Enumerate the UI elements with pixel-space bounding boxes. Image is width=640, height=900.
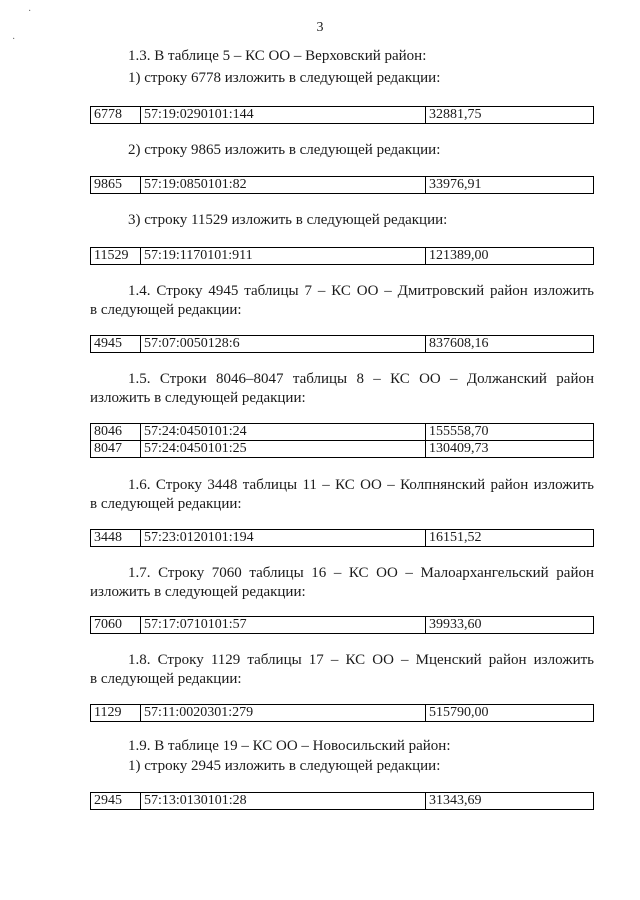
cadastral-number-cell: 57:19:1170101:911 (141, 248, 426, 265)
section-1-5-heading: 1.5. Строки 8046–8047 таблицы 8 – КС ОО – Должанский район (128, 371, 594, 387)
cadastral-number-cell: 57:24:0450101:25 (141, 441, 426, 458)
cadastral-number-cell: 57:07:0050128:6 (141, 336, 426, 353)
value-cell: 16151,52 (426, 530, 594, 547)
value-cell: 121389,00 (426, 248, 594, 265)
section-1-3-sub-2: 2) строку 9865 изложить в следующей редакции: (128, 142, 441, 158)
section-1-4-heading-cont: в следующей редакции: (90, 302, 242, 318)
table-row (91, 177, 594, 194)
value-cell: 33976,91 (426, 177, 594, 194)
table-row (91, 441, 594, 458)
table-row (91, 793, 594, 810)
table-row (91, 248, 594, 265)
section-1-8-heading-cont: в следующей редакции: (90, 671, 242, 687)
section-1-7-heading-cont: изложить в следующей редакции: (90, 584, 306, 600)
value-cell: 515790,00 (426, 705, 594, 722)
cadastral-number-cell: 57:23:0120101:194 (141, 530, 426, 547)
cadastral-number-cell: 57:24:0450101:24 (141, 424, 426, 441)
row-number-cell: 2945 (91, 793, 141, 810)
row-number-cell: 6778 (91, 107, 141, 124)
row-number-cell: 9865 (91, 177, 141, 194)
cadastral-number-cell: 57:19:0850101:82 (141, 177, 426, 194)
table-row (91, 424, 594, 441)
row-number-cell: 4945 (91, 336, 141, 353)
cadastral-number-cell: 57:17:0710101:57 (141, 617, 426, 634)
table-row (91, 617, 594, 634)
record-table (90, 616, 594, 634)
section-1-3-sub-3: 3) строку 11529 изложить в следующей редакции: (128, 212, 448, 228)
table-row (91, 705, 594, 722)
row-number-cell: 8047 (91, 441, 141, 458)
record-table (90, 335, 594, 353)
row-number-cell: 1129 (91, 705, 141, 722)
record-table (90, 247, 594, 265)
table-row (91, 107, 594, 124)
section-1-8-heading: 1.8. Строку 1129 таблицы 17 – КС ОО – Мценский район изложить (128, 652, 594, 668)
section-1-5-heading-cont: изложить в следующей редакции: (90, 390, 306, 406)
scan-speck: · (28, 6, 32, 17)
record-table (90, 106, 594, 124)
cadastral-number-cell: 57:11:0020301:279 (141, 705, 426, 722)
value-cell: 32881,75 (426, 107, 594, 124)
page-number: 3 (316, 20, 324, 35)
section-1-4-heading: 1.4. Строку 4945 таблицы 7 – КС ОО – Дмитровский район изложить (128, 283, 594, 299)
value-cell: 31343,69 (426, 793, 594, 810)
value-cell: 837608,16 (426, 336, 594, 353)
record-table (90, 423, 594, 458)
section-1-6-heading-cont: в следующей редакции: (90, 496, 242, 512)
row-number-cell: 7060 (91, 617, 141, 634)
cadastral-number-cell: 57:19:0290101:144 (141, 107, 426, 124)
row-number-cell: 3448 (91, 530, 141, 547)
value-cell: 39933,60 (426, 617, 594, 634)
section-1-7-heading: 1.7. Строку 7060 таблицы 16 – КС ОО – Малоархангельский район (128, 565, 594, 581)
section-1-9-sub-1: 1) строку 2945 изложить в следующей редакции: (128, 758, 441, 774)
record-table (90, 792, 594, 810)
record-table (90, 176, 594, 194)
section-1-3-sub-1: 1) строку 6778 изложить в следующей редакции: (128, 70, 441, 86)
row-number-cell: 11529 (91, 248, 141, 265)
section-1-3-heading: 1.3. В таблице 5 – КС ОО – Верховский район: (128, 48, 427, 64)
cadastral-number-cell: 57:13:0130101:28 (141, 793, 426, 810)
table-row (91, 336, 594, 353)
scan-speck: · (12, 34, 16, 45)
section-1-9-heading: 1.9. В таблице 19 – КС ОО – Новосильский район: (128, 738, 451, 754)
value-cell: 130409,73 (426, 441, 594, 458)
record-table (90, 529, 594, 547)
value-cell: 155558,70 (426, 424, 594, 441)
record-table (90, 704, 594, 722)
section-1-6-heading: 1.6. Строку 3448 таблицы 11 – КС ОО – Колпнянский район изложить (128, 477, 594, 493)
table-row (91, 530, 594, 547)
row-number-cell: 8046 (91, 424, 141, 441)
